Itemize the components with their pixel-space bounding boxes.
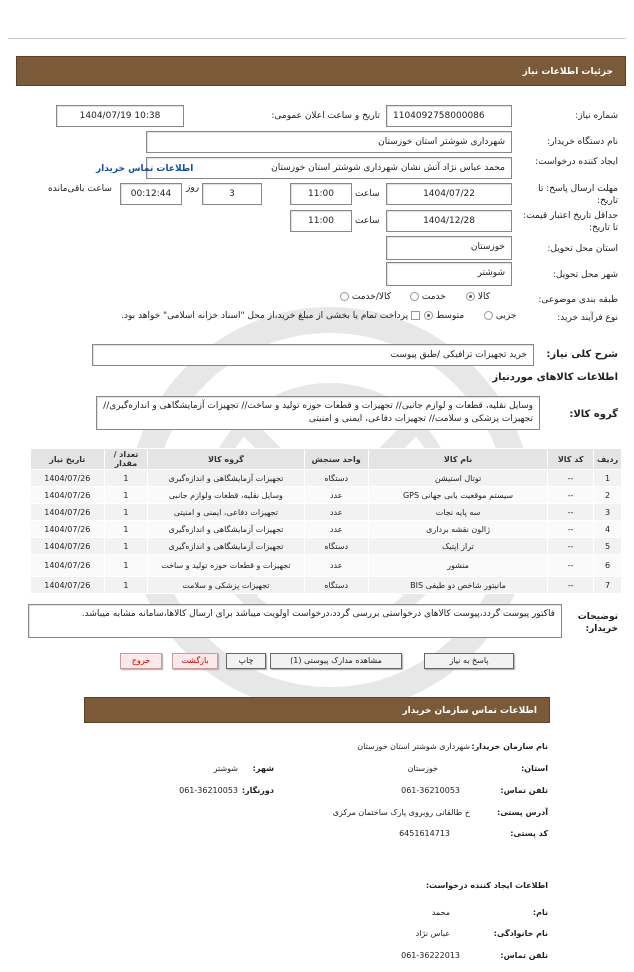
cell-name: مانیتور شاخص دو طیفی BIS [368,577,547,594]
validity-label: حداقل تاریخ اعتبار قیمت: تا تاریخ: [523,211,618,233]
cell-date: 1404/07/26 [31,577,105,594]
cell-name: توتال استیشن [368,470,547,487]
table-header-row [31,449,622,470]
contact-info-link[interactable]: اطلاعات تماس خریدار [96,164,194,174]
creator-info-title: اطلاعات ایجاد کننده درخواست: [425,881,548,890]
summary-field: خرید تجهیزات ترافیکی /طبق پیوست [92,344,534,366]
cell-name: سیستم موقعیت یابی جهانی GPS [368,487,547,504]
buyer-org-field: شهرداری شوشتر استان خوزستان [146,131,512,153]
cell-code: -- [548,577,594,594]
contact-section-title: اطلاعات تماس سازمان خریدار [84,697,550,723]
cell-code: -- [548,487,594,504]
cell-group: تجهیزات پزشکی و سلامت [148,577,304,594]
cell-unit: دستگاه [304,577,368,594]
process-partial-text: جزیی [495,311,517,321]
cell-unit: عدد [304,487,368,504]
cell-unit: عدد [304,504,368,521]
radio-empty-icon [410,292,419,301]
category-goods-text: کالا [477,292,491,302]
cell-unit: دستگاه [304,470,368,487]
cell-group: وسایل نقلیه، قطعات ولوازم جانبی [148,487,304,504]
table-row [31,538,622,555]
cell-date: 1404/07/26 [31,487,105,504]
table-row [31,487,622,504]
cell-date: 1404/07/26 [31,521,105,538]
reply-button[interactable]: پاسخ به نیاز [424,653,514,669]
cell-group: تجهیزات آزمایشگاهی و اندازه‌گیری [148,538,304,555]
province-label: استان محل تحویل: [547,244,618,254]
cell-group: تجهیزات دفاعی، ایمنی و امنیتی [148,504,304,521]
cell-date: 1404/07/26 [31,538,105,555]
cell-qty: 1 [104,521,148,538]
payment-checkbox[interactable] [52,311,420,321]
checkbox-icon [411,311,420,320]
page-title: جزئیات اطلاعات نیاز [16,56,626,86]
print-button[interactable]: چاپ [226,653,266,669]
day-label: روز [186,183,200,193]
category-both-radio[interactable] [340,292,391,302]
table-row [31,577,622,594]
view-documents-button[interactable]: مشاهده مدارک پیوستی (1) [270,653,402,669]
creator-field: محمد عباس نژاد آتش نشان شهرداری شوشتر استان خوزستان [146,157,512,179]
group-field: وسایل نقلیه، قطعات و لوازم جانبی// تجهیزات و قطعات حوزه تولید و ساخت// تجهیزات آزمایشگاهی و اندازه‌گیری// تجهیزات پزشکی و سلامت// تجهیزات دفاعی، ایمنی و امنیتی [96,396,540,430]
cell-code: -- [548,470,594,487]
remaining-time-field: 00:12:44 [120,183,182,205]
cell-row: 7 [594,577,622,594]
cell-qty: 1 [104,487,148,504]
cell-code: -- [548,521,594,538]
table-row [31,504,622,521]
deadline-date-field: 1404/07/22 [386,183,512,205]
validity-time-label: ساعت [355,216,380,226]
cell-group: تجهیزات آزمایشگاهی و اندازه‌گیری [148,470,304,487]
buyer-notes-field: فاکتور پیوست گردد،پیوست کالاهای درخواستی بررسی گردد،درخواست اولویت میباشد برای ارسال کالاها،سامانه مشابه میباشد. [28,604,562,638]
remaining-label: ساعت باقی‌مانده [48,184,112,194]
exit-button[interactable]: خروج [120,653,162,669]
col-code-header: کد کالا [548,449,594,470]
items-table [30,448,622,594]
col-qty-header: تعداد / مقدار [104,449,148,470]
creator-label: ایجاد کننده درخواست: [535,157,618,167]
first-name-value: محمد [431,908,450,917]
phone-value: 061-36210053 [401,786,460,795]
deadline-label: مهلت ارسال پاسخ: تا تاریخ: [538,184,618,206]
postal-value: 6451614713 [399,829,450,838]
items-table-wrap [30,448,622,594]
cell-qty: 1 [104,555,148,577]
buyer-notes-label: توضیحات خریدار: [577,612,618,634]
cell-row: 4 [594,521,622,538]
cell-row: 2 [594,487,622,504]
cell-name: منشور [368,555,547,577]
table-row [31,555,622,577]
cell-qty: 1 [104,538,148,555]
cell-code: -- [548,504,594,521]
table-row [31,521,622,538]
cell-row: 1 [594,470,622,487]
col-row-header: ردیف [594,449,622,470]
cell-unit: عدد [304,521,368,538]
phone-label: تلفن تماس: [500,786,548,795]
city-label-2: شهر: [252,764,274,773]
process-medium-radio[interactable] [424,311,464,321]
province-field: خوزستان [386,236,512,260]
city-label: شهر محل تحویل: [552,270,618,280]
table-row [31,470,622,487]
city-field: شوشتر [386,262,512,286]
category-both-text: کالا/خدمت [351,292,392,302]
need-number-label: شماره نیاز: [575,111,618,121]
category-goods-radio[interactable] [466,292,490,302]
org-value: شهرداری شوشتر استان خوزستان [357,742,470,751]
need-number-field: 1104092758000086 [386,105,512,127]
cell-row: 5 [594,538,622,555]
top-divider [8,38,626,39]
cell-qty: 1 [104,504,148,521]
cell-name: سه پایه نجات [368,504,547,521]
province-value: خوزستان [407,764,438,773]
summary-label: شرح کلی نیاز: [546,349,618,360]
process-partial-radio[interactable] [484,311,516,321]
radio-selected-icon [424,311,433,320]
cell-row: 6 [594,555,622,577]
buyer-org-label: نام دستگاه خریدار: [547,137,618,147]
category-label: طبقه بندی موضوعی: [538,295,618,305]
days-field: 3 [202,183,262,205]
category-service-text: خدمت [421,292,446,302]
postal-label: کد پستی: [510,829,548,838]
col-name-header: نام کالا [368,449,547,470]
province-label-2: استان: [521,764,548,773]
city-value: شوشتر [213,764,238,773]
last-name-value: عباس نژاد [415,929,450,938]
col-group-header: گروه کالا [148,449,304,470]
announce-field: 1404/07/19 10:38 [56,105,184,127]
payment-note: پرداخت تمام یا بخشی از مبلغ خرید،از محل "اسناد خزانه اسلامی" خواهد بود. [121,311,409,321]
fax-value: 061-36210053 [179,786,238,795]
process-label: نوع فرآیند خرید: [557,313,618,323]
deadline-time-field: 11:00 [290,183,352,205]
cell-code: -- [548,538,594,555]
first-name-label: نام: [532,908,548,917]
goods-info-title: اطلاعات کالاهای موردنیاز [492,372,618,383]
last-name-label: نام خانوادگی: [493,929,548,938]
back-button[interactable]: بازگشت [172,653,218,669]
creator-phone-value: 061-36222013 [401,951,460,960]
group-label: گروه کالا: [569,409,618,420]
creator-phone-label: تلفن تماس: [500,951,548,960]
org-label: نام سازمان خریدار: [471,742,548,751]
validity-time-field: 11:00 [290,210,352,232]
cell-code: -- [548,555,594,577]
cell-date: 1404/07/26 [31,555,105,577]
process-medium-text: متوسط [435,311,465,321]
cell-name: ژالون نقشه برداری [368,521,547,538]
col-date-header: تاریخ نیاز [31,449,105,470]
deadline-time-label: ساعت [355,189,380,199]
cell-group: تجهیزات و قطعات حوزه تولید و ساخت [148,555,304,577]
cell-date: 1404/07/26 [31,470,105,487]
cell-qty: 1 [104,470,148,487]
radio-selected-icon [466,292,475,301]
announce-label: تاریخ و ساعت اعلان عمومی: [271,111,380,121]
cell-unit: عدد [304,555,368,577]
validity-date-field: 1404/12/28 [386,210,512,232]
cell-date: 1404/07/26 [31,504,105,521]
category-service-radio[interactable] [410,292,446,302]
radio-empty-icon [484,311,493,320]
fax-label: دورنگار: [241,786,274,795]
cell-row: 3 [594,504,622,521]
address-value: خ طالقانی روبروی پارک ساختمان مرکزی [332,808,470,817]
cell-group: تجهیزات آزمایشگاهی و اندازه‌گیری [148,521,304,538]
cell-unit: دستگاه [304,538,368,555]
col-unit-header: واحد سنجش [304,449,368,470]
cell-name: تراز اپتیک [368,538,547,555]
cell-qty: 1 [104,577,148,594]
address-label: آدرس پستی: [497,808,548,817]
radio-empty-icon [340,292,349,301]
